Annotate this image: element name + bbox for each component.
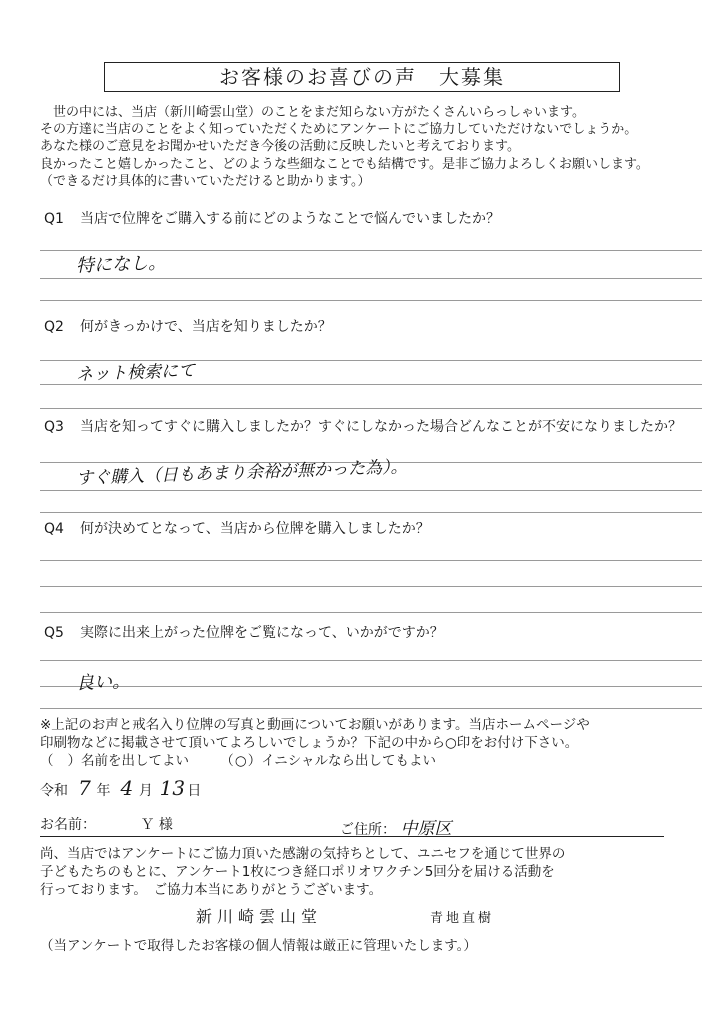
question-2 [44,316,332,336]
closing-line: 尚、当店ではアンケートにご協力頂いた感謝の気持ちとして、ユニセフを通じて世界の [40,846,566,862]
answer-line [40,560,702,561]
intro-paragraph [40,104,710,190]
answer-5-handwritten: 良い。 [75,671,131,694]
signer-name: 青地直樹 [430,911,495,926]
question-number: Q1 [44,211,64,227]
question-number: Q4 [44,521,64,537]
question-text: 当店を知ってすぐに購入しましたか？すぐにしなかった場合どんなことが不安になりましたか？ [80,419,682,435]
intro-line: （できるだけ具体的に書いていただけると助かります。） [40,173,371,189]
publication-notice [40,716,590,770]
date-row [40,776,201,800]
answer-line [40,660,702,661]
date-year-unit: 年 [96,783,111,799]
date-era: 令和 [40,783,68,799]
answer-line [40,384,702,385]
name-value: Ｙ 様 [140,817,173,833]
answer-line [40,586,702,587]
intro-line: あなた様のご意見をお聞かせいただき今後の活動に反映したいと考えております。 [40,139,520,155]
answer-line [40,686,702,687]
answer-3-handwritten: すぐ購入（日もあまり余裕が無かった為）。 [75,457,408,489]
option-1-checkbox[interactable]: （ ） [40,753,81,769]
privacy-note: （当アンケートで取得したお客様の個人情報は厳正に管理いたします。） [40,938,477,954]
date-month: 4 [120,776,134,800]
question-number: Q2 [44,319,64,335]
address-label: ご住所： [340,822,396,838]
option-1-label: 名前を出してよい [81,753,189,769]
intro-line: その方達に当店のことをよく知っていただくためにアンケートにご協力していただけないでしょうか。 [40,122,638,138]
address-underline [344,836,664,837]
question-text: 何がきっかけで、当店を知りましたか？ [80,319,332,335]
name-label: お名前： [40,817,96,833]
answer-2-handwritten: ネット検索にて [75,360,196,386]
notice-line: 印刷物などに掲載させて頂いてよろしいでしょうか？下記の中から○印をお付け下さい。 [40,735,579,751]
closing-line: 子どもたちのもとに、アンケート1枚につき経口ポリオワクチン5回分を届ける活動を [40,864,555,880]
question-text: 何が決めてとなって、当店から位牌を購入しましたか？ [80,521,430,537]
question-text: 実際に出来上がった位牌をご覧になって、いかがですか？ [80,625,444,641]
answer-line [40,408,702,409]
answer-line [40,708,702,709]
closing-paragraph [40,845,565,899]
notice-line: ※上記のお声と戒名入り位牌の写真と動画についてお願いがあります。当店ホームページや [40,717,590,733]
question-3 [44,416,682,436]
date-day-unit: 日 [187,783,202,799]
survey-title: お客様のお喜びの声 大募集 [104,62,620,92]
name-field [40,814,173,834]
date-year: 7 [78,776,91,800]
answer-line [40,278,702,279]
question-5 [44,622,444,642]
question-text: 当店で位牌をご購入する前にどのようなことで悩んでいましたか？ [80,211,500,227]
answer-line [40,490,702,491]
answer-line [40,612,702,613]
date-day: 13 [159,776,186,800]
question-4 [44,518,430,538]
intro-line: 良かったこと嬉しかったこと、どのような些細なことでも結構です。是非ご協力よろしくお願いします。 [40,156,649,172]
address-value: 中原区 [400,819,452,839]
closing-line: 行っております。 ご協力本当にありがとうございます。 [40,882,383,898]
answer-line [40,512,702,513]
consent-options [40,752,590,770]
question-number: Q3 [44,419,64,435]
intro-line: 世の中には、当店（新川崎雲山堂）のことをまだ知らない方がたくさんいらっしゃいます。 [40,105,585,120]
option-2-label: イニシャルなら出してもよい [261,753,436,769]
date-month-unit: 月 [138,783,153,799]
answer-line [40,300,702,301]
question-number: Q5 [44,625,64,641]
answer-1-handwritten: 特になし。 [75,252,167,277]
option-2-checkbox[interactable]: （○） [220,753,262,769]
option-2-mark: ○ [234,753,247,769]
store-name: 新川崎雲山堂 [196,907,323,926]
question-1 [44,208,500,228]
